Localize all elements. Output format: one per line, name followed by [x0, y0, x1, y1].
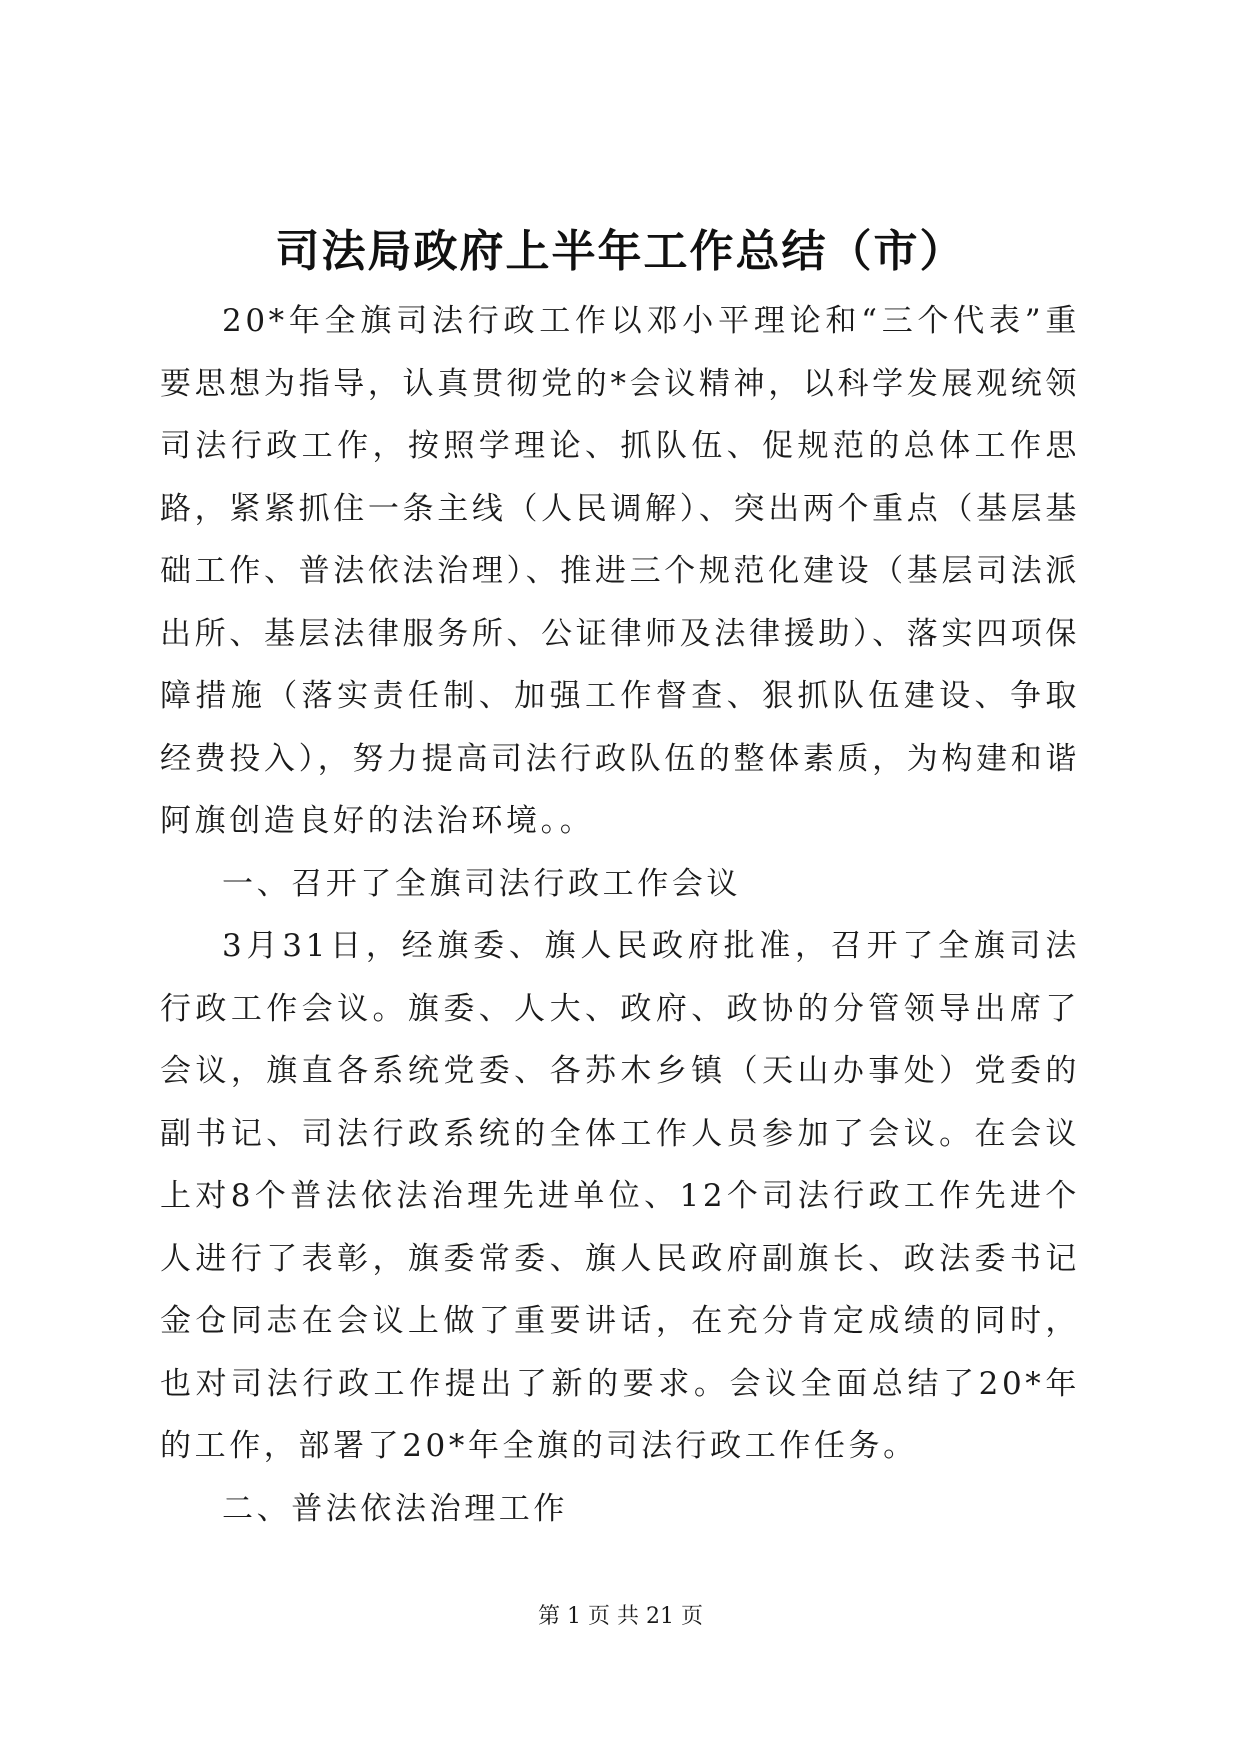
section-heading-2: 二、普法依法治理工作: [222, 1490, 568, 1527]
page-footer: 第 1 页 共 21 页: [538, 1604, 703, 1629]
paragraph-intro: 20*年全旗司法行政工作以邓小平理论和“三个代表”重要思想为指导，认真贯彻党的*会议精神，以科学发展观统领司法行政工作，按照学理论、抓队伍、促规范的总体工作思路，紧紧抓住一条主线（人民调解）、突出两个重点（基层基础工作、普法依法治理）、推进三个规范化建设（基层司法派出所、基层法律服务所、公证律师及法律援助）、落实四项保障措施（落实责任制、加强工作督查、狠抓队伍建设、争取经费投入），努力提高司法行政队伍的整体素质，为构建和谐阿旗创造良好的法治环境。。: [160, 303, 1080, 839]
section-heading-1: 一、召开了全旗司法行政工作会议: [222, 865, 741, 902]
document-title: 司法局政府上半年工作总结（市）: [275, 226, 966, 277]
document-body: [160, 290, 1080, 1540]
paragraph-section-1: 3月31日，经旗委、旗人民政府批准，召开了全旗司法行政工作会议。旗委、人大、政府、政协的分管领导出席了会议，旗直各系统党委、各苏木乡镇（天山办事处）党委的副书记、司法行政系统的全体工作人员参加了会议。在会议上对8个普法依法治理先进单位、12个司法行政工作先进个人进行了表彰，旗委常委、旗人民政府副旗长、政法委书记金仓同志在会议上做了重要讲话，在充分肯定成绩的同时，也对司法行政工作提出了新的要求。会议全面总结了20*年的工作，部署了20*年全旗的司法行政工作任务。: [160, 928, 1080, 1464]
